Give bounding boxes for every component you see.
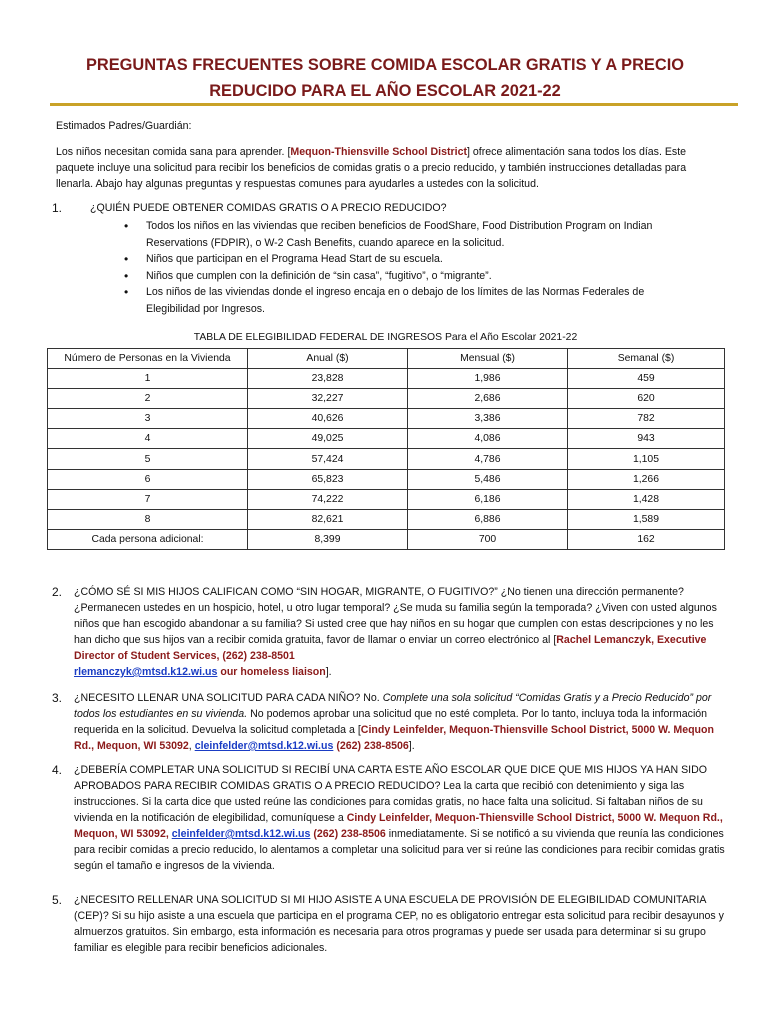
title-underline <box>50 103 738 106</box>
table-cell: 1 <box>48 369 248 389</box>
question-3-end: ]. <box>408 740 415 752</box>
question-3-email-link[interactable]: cleinfelder@mtsd.k12.wi.us <box>194 740 334 752</box>
table-row <box>48 389 725 409</box>
page-title <box>50 52 720 104</box>
table-cell: 2,686 <box>408 389 568 409</box>
table-cell: 4 <box>48 429 248 449</box>
table-cell: 459 <box>568 369 725 389</box>
table-cell: 82,621 <box>248 509 408 529</box>
question-2-email-link[interactable]: rlemanczyk@mtsd.k12.wi.us <box>74 666 218 678</box>
table-cell: 6,186 <box>408 489 568 509</box>
table-row <box>48 369 725 389</box>
question-2-end: ]. <box>325 666 332 678</box>
question-3-contact: Cindy Leinfelder, Mequon-Thiensville School District, 5000 W. Mequon Rd., Mequon, WI 53092 <box>74 724 714 752</box>
table-cell: 32,227 <box>248 389 408 409</box>
table-cell: Cada persona adicional: <box>48 529 248 549</box>
question-3-body <box>56 690 726 754</box>
question-3-no: No. <box>363 692 380 704</box>
question-4-end: inmediatamente. Si se notificó a su vivienda que reunía las condiciones para recibir comidas a precio reducido, lo alentamos a completar una solicitud para ver si reúne las condiciones para recibir comidas gratis según el tamaño e ingresos de la vivienda. <box>74 828 725 872</box>
table-cell: 74,222 <box>248 489 408 509</box>
table-cell: 1,105 <box>568 449 725 469</box>
table-row <box>48 489 725 509</box>
question-5 <box>52 892 726 956</box>
table-cell: 23,828 <box>248 369 408 389</box>
table-row <box>48 469 725 489</box>
table-cell: 3,386 <box>408 409 568 429</box>
table-cell: 6,886 <box>408 509 568 529</box>
table-cell: 4,786 <box>408 449 568 469</box>
question-3-number: 3. <box>52 691 63 705</box>
question-2 <box>52 584 726 680</box>
table-cell: 1,986 <box>408 369 568 389</box>
table-cell: 943 <box>568 429 725 449</box>
table-cell: 1,266 <box>568 469 725 489</box>
question-4-text: ¿DEBERÍA COMPLETAR UNA SOLICITUD SI RECIBÍ UNA CARTA ESTE AÑO ESCOLAR QUE DICE QUE MIS HIJOS YA HAN SIDO APROBADOS PARA RECIBIR COMIDAS GRATIS O A PRECIO REDUCIDO? Lea la carta que recibió con detenimiento y siga las instrucciones. Si la carta dice que usted reúne las condiciones para comidas gratis, no hace falta una solicitud. Si faltaban niños de su vivienda en la notificación de elegibilidad, comuníquese a <box>74 764 708 824</box>
question-3-phone: (262) 238-8506 <box>333 740 409 752</box>
header-household-size: Número de Personas en la Vivienda <box>48 349 248 369</box>
table-cell: 3 <box>48 409 248 429</box>
intro-text-start: Los niños necesitan comida sana para aprender. [ <box>56 146 291 158</box>
table-cell: 7 <box>48 489 248 509</box>
title-line-2: REDUCIDO PARA EL AÑO ESCOLAR 2021-22 <box>209 82 561 100</box>
table-cell: 40,626 <box>248 409 408 429</box>
table-cell: 65,823 <box>248 469 408 489</box>
income-table-caption: TABLA DE ELEGIBILIDAD FEDERAL DE INGRESOS Para el Año Escolar 2021-22 <box>193 332 578 343</box>
table-row <box>48 449 725 469</box>
question-4-contact: Cindy Leinfelder, Mequon-Thiensville School District, 5000 W. Mequon Rd., Mequon, WI 53092, <box>74 812 723 840</box>
header-monthly: Mensual ($) <box>408 349 568 369</box>
question-3-italic: Complete una sola solicitud “Comidas Gratis y a Precio Reducido” por todos los estudiantes en su vivienda. <box>74 692 712 720</box>
table-cell: 1,589 <box>568 509 725 529</box>
question-4-email-link[interactable]: cleinfelder@mtsd.k12.wi.us <box>171 828 311 840</box>
greeting: Estimados Padres/Guardián: <box>56 120 192 132</box>
bullet-item: • Los niños de las viviendas donde el ingreso encaja en o debajo de los límites de las Normas Federales de Elegibilidad por Ingresos. <box>122 284 662 317</box>
question-4 <box>52 762 726 874</box>
question-1-heading: ¿QUIÉN PUEDE OBTENER COMIDAS GRATIS O A PRECIO REDUCIDO? <box>90 202 447 214</box>
intro-paragraph <box>56 144 726 192</box>
question-3-separator: , <box>188 740 195 752</box>
table-cell: 49,025 <box>248 429 408 449</box>
question-5-body: ¿NECESITO RELLENAR UNA SOLICITUD SI MI HIJO ASISTE A UNA ESCUELA DE PROVISIÓN DE ELEGIBILIDAD COMUNITARIA (CEP)? Si su hijo asiste a una escuela que participa en el programa CEP, no es obligatorio entregar esta solicitud para recibir desayunos y almuerzos gratuitos. Sin embargo, esta información es necesaria para otros programas y puede ser usada para determinar si su grupo familiar es elegible para recibir beneficios adicionales. <box>74 894 724 954</box>
question-1-number: 1. <box>52 201 63 215</box>
question-2-body <box>56 584 726 680</box>
table-cell: 620 <box>568 389 725 409</box>
table-header-row <box>48 349 725 369</box>
table-row <box>48 429 725 449</box>
income-eligibility-table <box>47 348 725 550</box>
question-2-number: 2. <box>52 585 63 599</box>
table-cell: 8 <box>48 509 248 529</box>
intro-district: Mequon-Thiensville School District <box>290 146 467 158</box>
intro-text-end: ] ofrece alimentación sana todos los días. Este paquete incluye una solicitud para recibir los beneficios de comidas gratis o a precio reducido, y también instrucciones detalladas para llenarla. Abajo hay algunas preguntas y respuestas comunes para ayudarles a ustedes con la solicitud. <box>56 146 687 190</box>
question-1 <box>52 200 726 216</box>
table-row <box>48 529 725 549</box>
table-row <box>48 509 725 529</box>
table-cell: 5,486 <box>408 469 568 489</box>
bullet-item: • Niños que cumplen con la definición de “sin casa”, “fugitivo”, o “migrante”. <box>122 268 662 285</box>
question-3 <box>52 690 726 754</box>
header-weekly: Semanal ($) <box>568 349 725 369</box>
bullet-item: • Niños que participan en el Programa Head Start de su escuela. <box>122 251 662 268</box>
question-3-text: No podemos aprobar una solicitud que no esté completa. Por lo tanto, incluya toda la información requerida en la solicitud. Devuelva la solicitud completada a [ <box>74 708 708 736</box>
table-cell: 162 <box>568 529 725 549</box>
eligibility-bullet-list <box>122 218 662 318</box>
question-2-text: ¿CÓMO SÉ SI MIS HIJOS CALIFICAN COMO “SIN HOGAR, MIGRANTE, O FUGITIVO?” ¿No tienen una dirección permanente? ¿Permanecen ustedes en un hospicio, hotel, u otro lugar temporal? ¿Se muda su familia según la temporada? ¿Viven con usted algunos niños que han escogido abandonar a su familia? Si usted cree que hay niños en su hogar que cumplen con estas descripciones y no les han dicho que sus hijos van a recibir comida gratuita, favor de llamar o enviar un correo electrónico al [ <box>74 586 717 646</box>
table-cell: 8,399 <box>248 529 408 549</box>
table-cell: 782 <box>568 409 725 429</box>
table-cell: 57,424 <box>248 449 408 469</box>
question-5-number: 5. <box>52 893 63 907</box>
header-annual: Anual ($) <box>248 349 408 369</box>
question-4-number: 4. <box>52 763 63 777</box>
title-line-1: PREGUNTAS FRECUENTES SOBRE COMIDA ESCOLAR GRATIS Y A PRECIO <box>85 56 684 74</box>
question-3-heading: ¿NECESITO LLENAR UNA SOLICITUD PARA CADA NIÑO? <box>74 692 361 704</box>
table-cell: 6 <box>48 469 248 489</box>
question-4-body <box>56 762 726 874</box>
table-cell: 1,428 <box>568 489 725 509</box>
question-2-liaison: our homeless liaison <box>217 666 326 678</box>
table-cell: 2 <box>48 389 248 409</box>
table-row <box>48 409 725 429</box>
table-cell: 5 <box>48 449 248 469</box>
table-cell: 4,086 <box>408 429 568 449</box>
table-cell: 700 <box>408 529 568 549</box>
question-4-phone: (262) 238-8506 <box>310 828 386 840</box>
question-2-contact: Rachel Lemanczyk, Executive Director of Student Services, (262) 238-8501 <box>74 634 707 662</box>
bullet-item: • Todos los niños en las viviendas que reciben beneficios de FoodShare, Food Distribution Program on Indian Reservations (FDPIR), o W-2 Cash Benefits, cuando aparece en la solicitud. <box>122 218 662 251</box>
